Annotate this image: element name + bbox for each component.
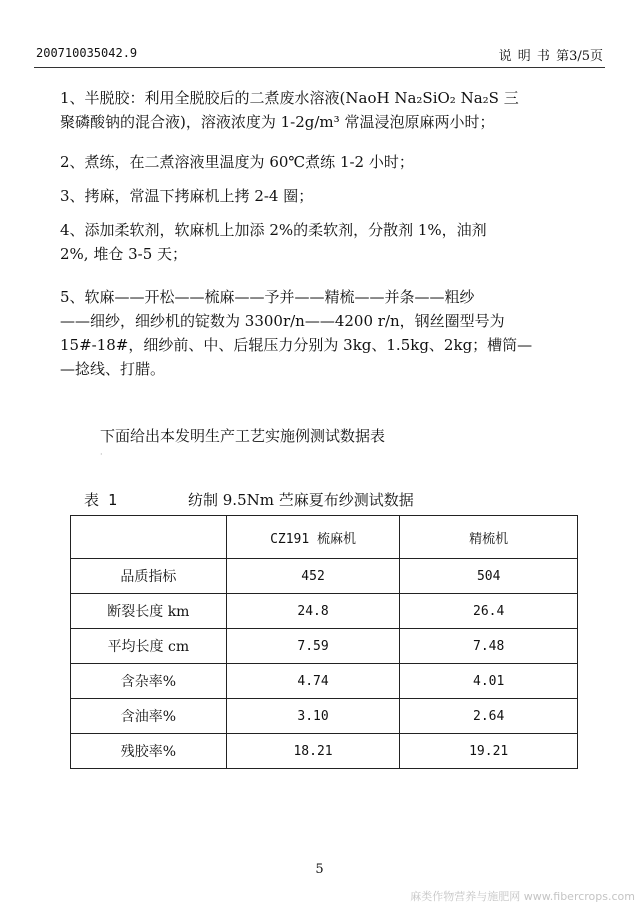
text-line: 聚磷酸钠的混合液)，溶液浓度为 1-2g/m³ 常温浸泡原麻两小时； bbox=[60, 113, 495, 131]
value-cell: 2.64 bbox=[400, 699, 578, 734]
text-line: 1、半脱胶：利用全脱胶后的二煮废水溶液(NaoH Na₂SiO₂ Na₂S 三 bbox=[60, 89, 519, 107]
paragraph-step-2 bbox=[60, 150, 588, 174]
row-label-cell: 残胶率% bbox=[71, 734, 227, 769]
test-data-table bbox=[70, 515, 578, 769]
text-line: 4、添加柔软剂，软麻机上加添 2%的柔软剂，分散剂 1%，油剂 bbox=[60, 221, 487, 239]
value-cell: 19.21 bbox=[400, 734, 578, 769]
text-line: ——细纱，细纱机的锭数为 3300r/n——4200 r/n，钢丝圈型号为 bbox=[60, 312, 505, 330]
text-line: 2%, 堆仓 3-5 天； bbox=[60, 245, 188, 263]
header-cell: 精梳机 bbox=[400, 516, 578, 559]
table-label: 表 1 bbox=[84, 491, 118, 509]
site-watermark: 麻类作物营养与施肥网 www.fibercrops.com bbox=[410, 890, 635, 903]
value-cell: 18.21 bbox=[226, 734, 400, 769]
paragraph-step-4 bbox=[60, 218, 588, 266]
text-line: —捻线、打腊。 bbox=[60, 360, 166, 378]
table-title: 纺制 9.5Nm 苎麻夏布纱测试数据 bbox=[188, 491, 414, 509]
page-header-info: 说 明 书 第3/5页 bbox=[498, 49, 603, 64]
header-cell: CZ191 梳麻机 bbox=[226, 516, 400, 559]
header-rule bbox=[34, 67, 605, 68]
value-cell: 4.74 bbox=[226, 664, 400, 699]
decorative-dot: · bbox=[100, 450, 103, 459]
value-cell: 24.8 bbox=[226, 594, 400, 629]
row-label-cell: 含油率% bbox=[71, 699, 227, 734]
value-cell: 504 bbox=[400, 559, 578, 594]
row-label-cell: 含杂率% bbox=[71, 664, 227, 699]
text-line: 下面给出本发明生产工艺实施例测试数据表 bbox=[100, 427, 386, 445]
text-line: 2、煮练，在二煮溶液里温度为 60℃煮练 1-2 小时； bbox=[60, 153, 414, 171]
value-cell: 7.48 bbox=[400, 629, 578, 664]
table-row bbox=[71, 734, 578, 769]
row-label-cell: 品质指标 bbox=[71, 559, 227, 594]
table-row bbox=[71, 594, 578, 629]
page-number: 5 bbox=[315, 862, 324, 877]
table-row bbox=[71, 699, 578, 734]
value-cell: 452 bbox=[226, 559, 400, 594]
header-cell bbox=[71, 516, 227, 559]
paragraph-step-1 bbox=[60, 86, 588, 134]
text-line: 5、软麻——开松——梳麻——予并——精梳——并条——粗纱 bbox=[60, 288, 475, 306]
paragraph-step-3 bbox=[60, 184, 588, 208]
text-line: 3、拷麻，常温下拷麻机上拷 2-4 圈； bbox=[60, 187, 314, 205]
row-label-cell: 断裂长度 km bbox=[71, 594, 227, 629]
paragraph-step-5 bbox=[60, 285, 588, 381]
row-label-cell: 平均长度 cm bbox=[71, 629, 227, 664]
table-row bbox=[71, 664, 578, 699]
table-header-row bbox=[71, 516, 578, 559]
value-cell: 7.59 bbox=[226, 629, 400, 664]
value-cell: 4.01 bbox=[400, 664, 578, 699]
value-cell: 3.10 bbox=[226, 699, 400, 734]
value-cell: 26.4 bbox=[400, 594, 578, 629]
table-row bbox=[71, 629, 578, 664]
table-row bbox=[71, 559, 578, 594]
document-id: 200710035042.9 bbox=[36, 46, 138, 60]
text-line: 15#-18#，细纱前、中、后辊压力分别为 3kg、1.5kg、2kg；槽筒— bbox=[60, 336, 533, 354]
paragraph-table-intro bbox=[100, 424, 628, 448]
